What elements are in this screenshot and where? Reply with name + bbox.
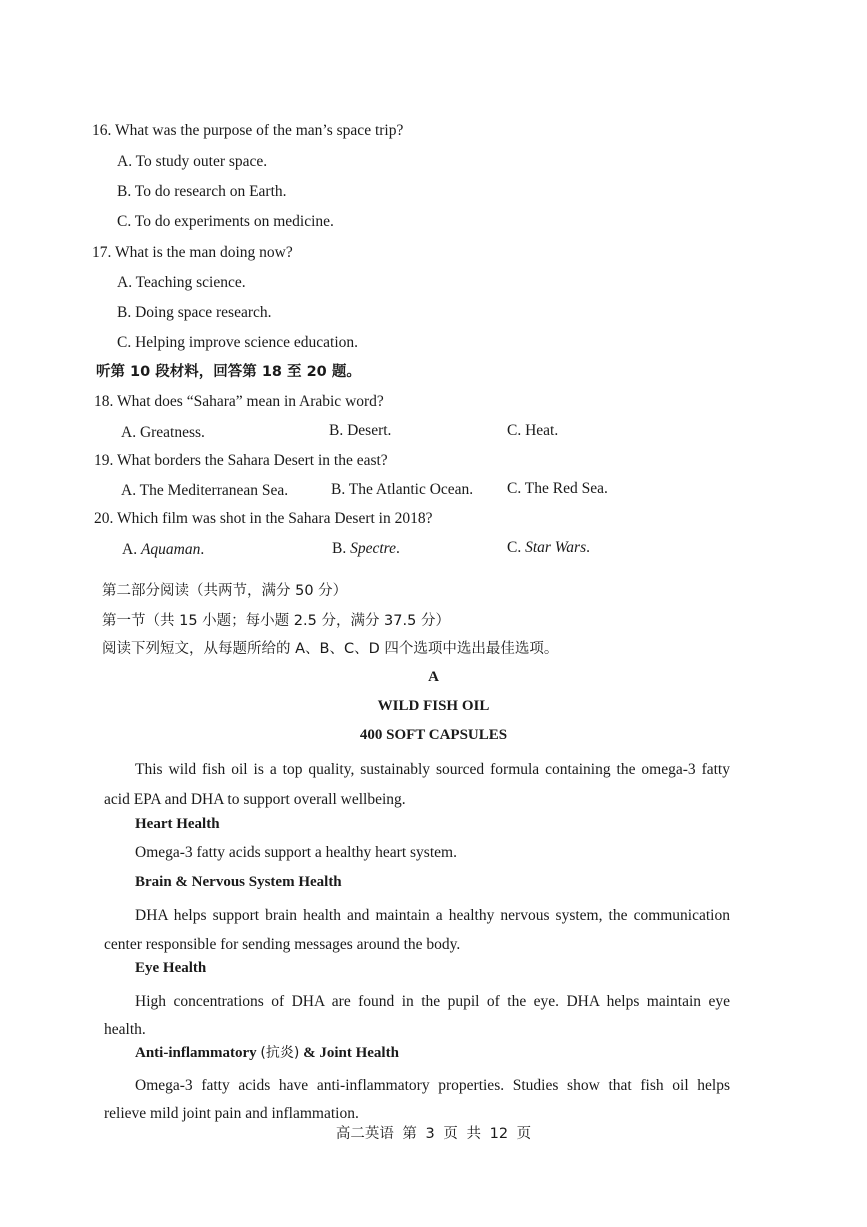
eye-line-2: health. xyxy=(104,1021,146,1038)
heart-health-text: Omega-3 fatty acids support a healthy heart system. xyxy=(135,844,457,861)
question-20-option-b: B. Spectre. xyxy=(332,540,400,557)
reading-part-title: 第二部分阅读（共两节，满分 50 分） xyxy=(102,583,348,599)
question-20: 20. Which film was shot in the Sahara Desert in 2018? xyxy=(94,510,433,527)
question-20-option-a: A. Aquaman. xyxy=(122,541,205,558)
heart-health-heading: Heart Health xyxy=(135,816,220,832)
eye-line-1: High concentrations of DHA are found in the pupil of the eye. DHA helps maintain eye xyxy=(135,993,730,1010)
question-16: 16. What was the purpose of the man’s space trip? xyxy=(92,122,404,139)
film-title: Spectre xyxy=(350,540,396,557)
question-16-option-c: C. To do experiments on medicine. xyxy=(117,213,334,230)
brain-line-2: center responsible for sending messages around the body. xyxy=(104,936,461,953)
question-17: 17. What is the man doing now? xyxy=(92,244,293,261)
question-19: 19. What borders the Sahara Desert in the east? xyxy=(94,452,388,469)
question-17-option-b: B. Doing space research. xyxy=(117,304,272,321)
question-18: 18. What does “Sahara” mean in Arabic word? xyxy=(94,393,384,410)
reading-section-title: 第一节（共 15 小题；每小题 2.5 分，满分 37.5 分） xyxy=(102,613,450,629)
brain-health-paragraph xyxy=(104,901,730,959)
question-18-option-b: B. Desert. xyxy=(329,422,392,439)
reading-instruction: 阅读下列短文，从每题所给的 A、B、C、D 四个选项中选出最佳选项。 xyxy=(102,641,559,657)
joint-line-2: relieve mild joint pain and inflammation. xyxy=(104,1105,359,1122)
passage-10-instruction: 听第 10 段材料，回答第 18 至 20 题。 xyxy=(96,364,361,380)
product-subtitle: 400 SOFT CAPSULES xyxy=(359,727,508,743)
question-19-option-a: A. The Mediterranean Sea. xyxy=(121,482,289,499)
question-17-option-c: C. Helping improve science education. xyxy=(117,334,359,351)
question-18-option-a: A. Greatness. xyxy=(121,424,205,441)
intro-paragraph xyxy=(104,755,730,815)
question-19-option-b: B. The Atlantic Ocean. xyxy=(331,481,474,498)
joint-health-paragraph xyxy=(104,1072,730,1128)
brain-health-heading: Brain & Nervous System Health xyxy=(135,874,342,890)
intro-line-1: This wild fish oil is a top quality, sustainably sourced formula containing the omega-3 fatty xyxy=(135,761,730,778)
joint-health-heading: Anti-inflammatory (抗炎) & Joint Health xyxy=(135,1045,399,1061)
brain-line-1: DHA helps support brain health and maintain a healthy nervous system, the communication xyxy=(135,907,730,924)
passage-label: A xyxy=(428,669,439,685)
eye-health-heading: Eye Health xyxy=(135,960,207,976)
film-title: Aquaman xyxy=(140,541,201,558)
page-footer: 高二英语 第 3 页 共 12 页 xyxy=(335,1126,532,1142)
question-16-option-a: A. To study outer space. xyxy=(117,153,268,170)
question-17-option-a: A. Teaching science. xyxy=(117,274,246,291)
film-title: Star Wars xyxy=(525,539,587,556)
joint-line-1: Omega-3 fatty acids have anti-inflammatory properties. Studies show that fish oil helps xyxy=(135,1077,730,1094)
intro-line-2: acid EPA and DHA to support overall wellbeing. xyxy=(104,791,406,808)
product-title: WILD FISH OIL xyxy=(377,698,490,714)
question-16-option-b: B. To do research on Earth. xyxy=(117,183,287,200)
question-20-option-c: C. Star Wars. xyxy=(507,539,590,556)
question-18-option-c: C. Heat. xyxy=(507,422,559,439)
question-19-option-c: C. The Red Sea. xyxy=(507,480,608,497)
eye-health-paragraph xyxy=(104,988,730,1044)
